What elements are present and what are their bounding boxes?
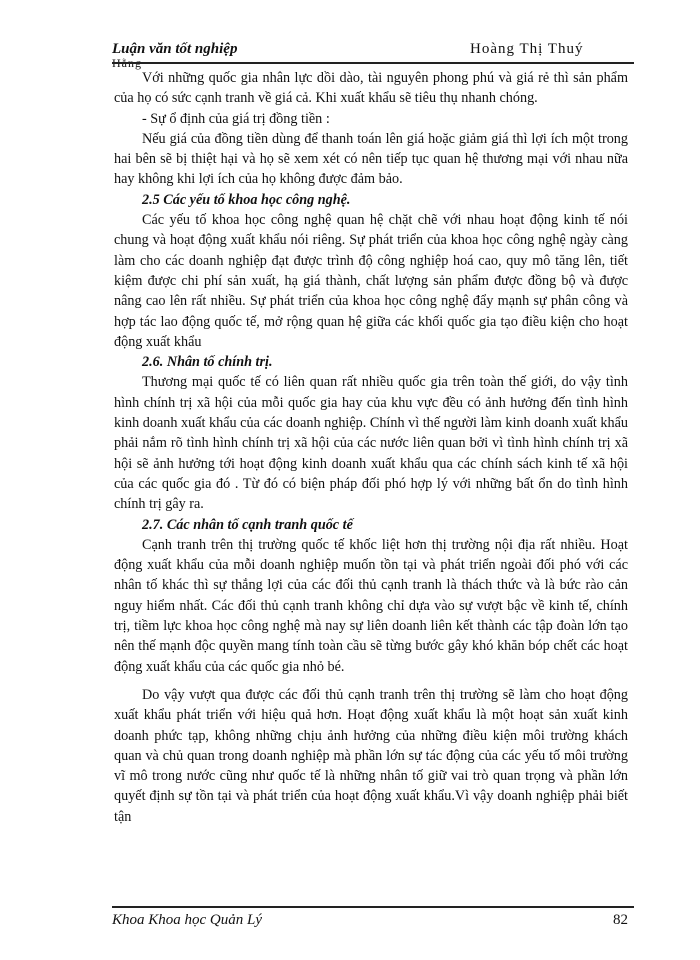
paragraph-overcoming-competitors: Do vậy vượt qua được các đối thủ cạnh tranh trên thị trường sẽ làm cho hoạt động xuất khẩu phát triển với hiệu quả hơn. Hoạt động xuất khẩu là một hoạt sản xuất kinh doanh phức tạp, không những chịu ảnh hưởng của những điều kiện môi trường khách quan và chủ quan trong doanh nghiệp mà phần lớn sự tác động của các yếu tố môi trường vĩ mô trong nước cũng như quốc tế là những nhân tố giữ vai trò quan trọng và phần lớn quyết định sự tồn tại và phát triển của hoạt động xuất khẩu.Vì vậy doanh nghiệp phải biết tận	[114, 686, 628, 825]
page-footer	[112, 907, 634, 933]
page-number: 82	[613, 912, 628, 928]
heading-2-6: 2.6. Nhân tố chính trị.	[142, 354, 273, 371]
paragraph-technology: Các yếu tố khoa học công nghệ quan hệ chặt chẽ với nhau hoạt động kinh tế nói chung và hoạt động xuất khẩu nói riêng. Sự phát triển của khoa học công nghệ ngày càng làm cho các doanh nghiệp đạt được trình độ công nghiệp hoá cao, quy mô tăng lên, tiết kiệm được chi phí sản xuất, hạ giá thành, chất lượng sản phẩm được đồng bộ và được nâng cao lên rất nhiều. Sự phát triển của khoa học công nghệ đẩy mạnh sự phân công và hợp tác lao động quốc tế, mở rộng quan hệ giữa các khối quốc gia tạo điều kiện cho hoạt động xuất khẩu	[114, 212, 628, 350]
footer-faculty: Khoa Khoa học Quản Lý	[112, 912, 262, 928]
header-author-name-wrap: Hằng	[112, 56, 142, 70]
paragraph-resources: Với những quốc gia nhân lực dồi dào, tài nguyên phong phú và giá rẻ thì sản phẩm của họ có sức cạnh tranh về giá cả. Khi xuất khẩu sẽ tiêu thụ nhanh chóng.	[114, 70, 628, 107]
header-author-name: Hoàng Thị Thuý	[470, 41, 584, 57]
header-thesis-title: Luận văn tốt nghiệp	[112, 41, 238, 57]
paragraph-currency-stability-label: - Sự ổ định của giá trị đồng tiền :	[142, 110, 330, 127]
page-body	[114, 68, 628, 827]
heading-2-5: 2.5 Các yếu tố khoa học công nghệ.	[142, 191, 351, 208]
paragraph-politics: Thương mại quốc tế có liên quan rất nhiều quốc gia trên toàn thế giới, do vậy tình hình chính trị xã hội của mỗi quốc gia hay của khu vực đều có ảnh hưởng đến tình hình kinh doanh xuất khẩu của các doanh nghiệp. Chính vì thế người làm kinh doanh xuất khẩu phải nắm rõ tình hình chính trị xã hội của các nước liên quan bởi vì tình hình chính trị xã hội sẽ ảnh hưởng tới hoạt động kinh doanh xuất khẩu qua các chính sách kinh tế xã hội của các quốc gia đó . Từ đó có biện pháp đối phó hợp lý với những bất ổn do tình hình chính trị gây ra.	[114, 374, 628, 513]
heading-2-7: 2.7. Các nhân tố cạnh tranh quốc tế	[142, 516, 353, 533]
paragraph-competition: Cạnh tranh trên thị trường quốc tế khốc liệt hơn thị trường nội địa rất nhiều. Hoạt động xuất khẩu của mỗi doanh nghiệp muốn tồn tại và phát triển ngoài đối phó với các nhân tố khác thì sự thắng lợi của các đối thủ cạnh tranh là thách thức và là bức rào cản nguy hiểm nhất. Các đối thủ cạnh tranh không chỉ dựa vào sự vượt bậc về kinh tế, chính trị, tiềm lực khoa học công nghệ mà nay sự liên doanh liên kết thành các tập đoàn lớn tạo nên thế mạnh độc quyền mang tính toàn cầu sẽ từng bước gây khó khăn bóp chết các hoạt động xuất khẩu của các quốc gia nhỏ bé.	[114, 536, 628, 675]
paragraph-currency-stability: Nếu giá của đồng tiền dùng để thanh toán lên giá hoặc giảm giá thì lợi ích một trong hai bên sẽ bị thiệt hại và họ sẽ xem xét có nên tiếp tục quan hệ thương mại với nhau nữa hay không khi lợi ích của họ không được đảm bảo.	[114, 130, 628, 188]
header-rule	[112, 62, 634, 64]
